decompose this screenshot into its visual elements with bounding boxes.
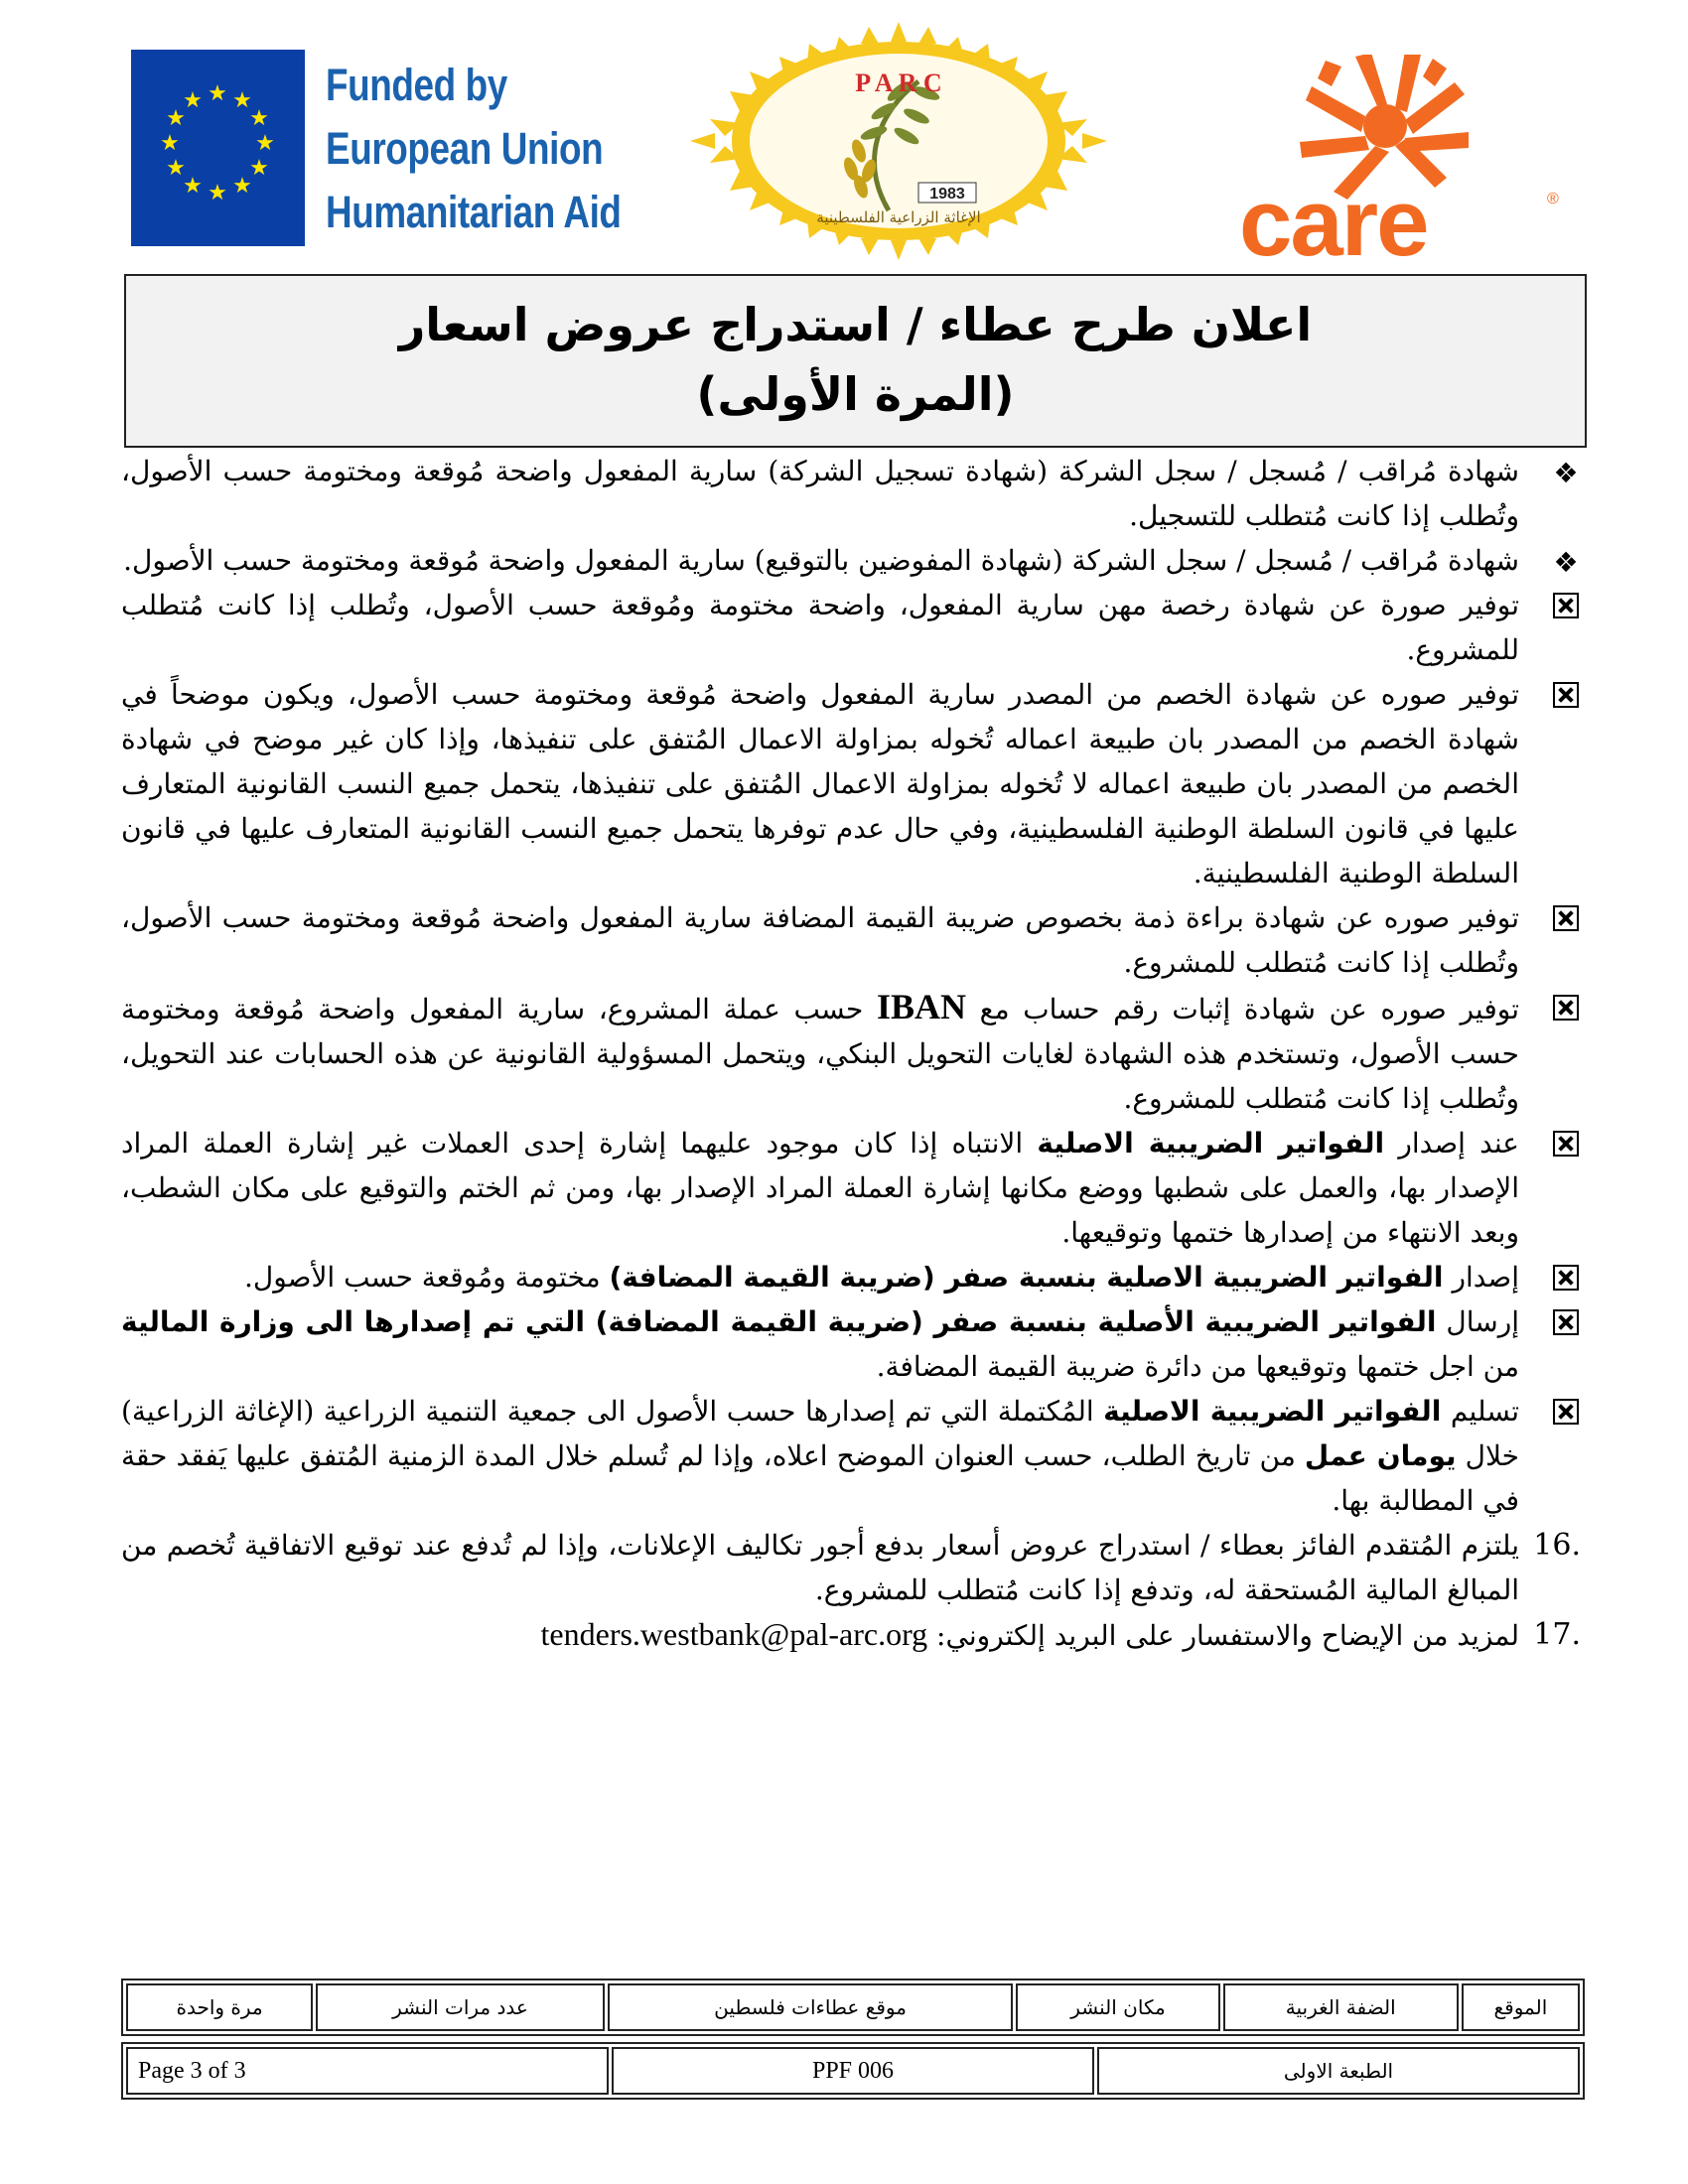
table-cell: الموقع	[1462, 1983, 1580, 2031]
svg-text:★: ★	[249, 156, 269, 181]
eu-line-1: Funded by	[326, 60, 507, 110]
page-number-cell: Page 3 of 3	[126, 2047, 609, 2095]
bold-phrase: الفواتير الضريبية الاصلية	[1103, 1395, 1442, 1428]
table-cell: مكان النشر	[1016, 1983, 1219, 2031]
checkbox-x-icon	[1551, 682, 1581, 712]
footer	[121, 1979, 1585, 2100]
checkbox-x-icon	[1551, 995, 1581, 1024]
list-item-text: تسليم	[1450, 1395, 1519, 1428]
care-wordmark: care	[1239, 170, 1428, 273]
table-cell: الضفة الغربية	[1223, 1983, 1459, 2031]
svg-text:★: ★	[208, 81, 227, 106]
eu-flag-icon	[131, 50, 305, 246]
list-item-text: توفير صوره عن شهادة الخصم من المصدر سارية المفعول واضحة مُوقعة ومختومة حسب الأصول، ويكون موضحاً في شهادة الخصم من المصدر بان طبيعة اعماله تُخوله بمزاولة الاعمال المُتفق على تنفيذها، وإذا كان غير موضح في شهادة الخصم من المصدر بان طبيعة اعماله لا تُخوله بمزاولة الاعمال المُتفق على تنفيذها، يتحمل جميع النسب القانونية المتعارف عليها في قانون السلطة الوطنية الفلسطينية، وفي حال عدم توفرها يتحمل جميع النسب القانونية المتعارف عليها في قانون السلطة الوطنية الفلسطينية.	[121, 678, 1520, 889]
list-item	[121, 1121, 1581, 1255]
list-item-text: حسب عملة المشروع، سارية المفعول واضحة مُوقعة ومختومة حسب الأصول، وتستخدم هذه الشهادة لغايات التحويل البنكي، ويتحمل المسؤولية القانونية عن هذه الحسابات عند التحويل، وتُطلب إذا كانت مُتطلب للمشروع.	[121, 993, 1519, 1115]
list-item	[121, 1299, 1581, 1389]
table-cell: موقع عطاءات فلسطين	[608, 1983, 1014, 2031]
iban-label: IBAN	[876, 987, 966, 1026]
list-item-text: عند إصدار	[1398, 1127, 1519, 1160]
list-item	[121, 1255, 1581, 1299]
list-item-text: توفير صورة عن شهادة رخصة مهن سارية المفعول، واضحة مختومة ومُوقعة حسب الأصول، وتُطلب إذا كانت مُتطلب للمشروع.	[121, 589, 1519, 666]
checkbox-x-icon	[1551, 1131, 1581, 1160]
eu-line-2: European Union	[326, 123, 604, 174]
list-item-text: مختومة ومُوقعة حسب الأصول.	[243, 1261, 601, 1294]
checkbox-x-icon	[1551, 593, 1581, 622]
care-registered-mark: ®	[1547, 191, 1559, 207]
list-item-text: من تاريخ الطلب، حسب العنوان الموضح اعلاه، وإذا لم تُسلم خلال المدة الزمنية المُتفق عليها يَفقد حقة في المطالبة بها.	[121, 1439, 1519, 1517]
list-item-text: شهادة مُراقب / مُسجل / سجل الشركة (شهادة المفوضين بالتوقيع) سارية المفعول واضحة مُوقعة ومختومة حسب الأصول.	[123, 544, 1519, 577]
diamond-bullet-icon: ❖	[1553, 457, 1579, 489]
parc-logo	[685, 22, 1112, 260]
checkbox-x-icon	[1551, 1309, 1581, 1339]
checkbox-x-icon	[1551, 905, 1581, 935]
contact-email-link[interactable]: tenders.westbank@pal-arc.org	[540, 1616, 928, 1652]
table-cell: مرة واحدة	[126, 1983, 313, 2031]
diamond-bullet-icon: ❖	[1553, 546, 1579, 579]
bold-phrase: الفواتير الضريبية الاصلية بنسبة صفر (ضريبة القيمة المضافة)	[609, 1261, 1444, 1294]
bold-phrase: يومان عمل	[1304, 1439, 1457, 1472]
list-item	[121, 583, 1581, 672]
eu-funding-text	[326, 54, 622, 244]
bold-phrase: الفواتير الضريبية الأصلية بنسبة صفر (ضريبة القيمة المضافة) التي تم إصدارها الى وزارة المالية	[121, 1305, 1437, 1338]
eu-funding-logo	[131, 50, 622, 248]
edition-cell: الطبعة الاولى	[1097, 2047, 1580, 2095]
parc-name: P A R C	[855, 68, 942, 97]
list-item	[121, 1523, 1581, 1612]
svg-text:★: ★	[232, 88, 252, 113]
list-item-text: إصدار	[1452, 1261, 1519, 1294]
parc-year: 1983	[929, 186, 965, 203]
list-item-text: المُكتملة التي تم إصدارها حسب الأصول الى جمعية التنمية الزراعية (الإغاثة الزراعية) خلال	[121, 1395, 1519, 1472]
svg-text:★: ★	[255, 131, 275, 156]
list-item	[121, 672, 1581, 895]
list-item-text: من اجل ختمها وتوقيعها من دائرة ضريبة القيمة المضافة.	[876, 1350, 1519, 1383]
parc-arabic-name: الإغاثة الزراعية الفلسطينية	[816, 208, 981, 226]
bold-phrase: الفواتير الضريبية الاصلية	[1037, 1127, 1385, 1160]
list-item-text: الانتباه إذا كان موجود عليهما إشارة إحدى العملات غير إشارة العملة المراد الإصدار بها، والعمل على شطبها ووضع مكانها إشارة العملة المراد الإصدار بها، ومن ثم الختم والتوقيع على مكان الشطب، وبعد الانتهاء من إصدارها ختمها وتوقيعها.	[121, 1127, 1519, 1249]
list-item	[121, 449, 1581, 538]
list-item	[121, 1389, 1581, 1523]
svg-text:★: ★	[160, 131, 180, 156]
item-number: 17.	[1533, 1617, 1581, 1652]
announcement-title-box	[124, 274, 1587, 448]
list-item	[121, 1612, 1581, 1658]
item-number: 16.	[1533, 1528, 1581, 1563]
announcement-title: اعلان طرح عطاء / استدراج عروض اسعار	[398, 298, 1313, 351]
checkbox-x-icon	[1551, 1399, 1581, 1429]
form-code-cell: PPF 006	[612, 2047, 1094, 2095]
svg-text:★: ★	[249, 106, 269, 131]
list-item-text: يلتزم المُتقدم الفائز بعطاء / استدراج عروض أسعار بدفع أجور تكاليف الإعلانات، وإذا لم تُدفع عند توقيع الاتفاقية تُخصم من المبالغ المالية المُستحقة له، وتدفع إذا كانت مُتطلب للمشروع.	[121, 1529, 1519, 1606]
list-item	[121, 985, 1581, 1121]
eu-line-3: Humanitarian Aid	[326, 187, 622, 237]
svg-text:★: ★	[208, 181, 227, 205]
list-item-text: توفير صوره عن شهادة براءة ذمة بخصوص ضريبة القيمة المضافة سارية المفعول واضحة مُوقعة ومختومة حسب الأصول، وتُطلب إذا كانت مُتطلب للمشروع.	[121, 901, 1519, 979]
requirements-list	[121, 449, 1581, 1658]
document-info-table	[121, 2042, 1585, 2100]
announcement-subtitle: (المرة الأولى)	[696, 367, 1015, 421]
table-cell: عدد مرات النشر	[316, 1983, 605, 2031]
list-item-text: لمزيد من الإيضاح والاستفسار على البريد إلكتروني:	[936, 1619, 1519, 1652]
svg-text:★: ★	[183, 174, 203, 199]
care-logo	[1231, 55, 1579, 273]
header	[0, 0, 1688, 278]
svg-text:★: ★	[166, 106, 186, 131]
publication-info-table	[121, 1979, 1585, 2036]
list-item	[121, 538, 1581, 583]
svg-text:★: ★	[183, 88, 203, 113]
list-item	[121, 895, 1581, 985]
checkbox-x-icon	[1551, 1265, 1581, 1295]
svg-text:★: ★	[166, 156, 186, 181]
list-item-text: إرسال	[1446, 1305, 1519, 1338]
list-item-text: توفير صوره عن شهادة إثبات رقم حساب مع	[979, 993, 1519, 1025]
list-item-text: شهادة مُراقب / مُسجل / سجل الشركة (شهادة تسجيل الشركة) سارية المفعول واضحة مُوقعة ومختومة حسب الأصول، وتُطلب إذا كانت مُتطلب للتسجيل.	[121, 455, 1519, 532]
svg-text:★: ★	[232, 174, 252, 199]
